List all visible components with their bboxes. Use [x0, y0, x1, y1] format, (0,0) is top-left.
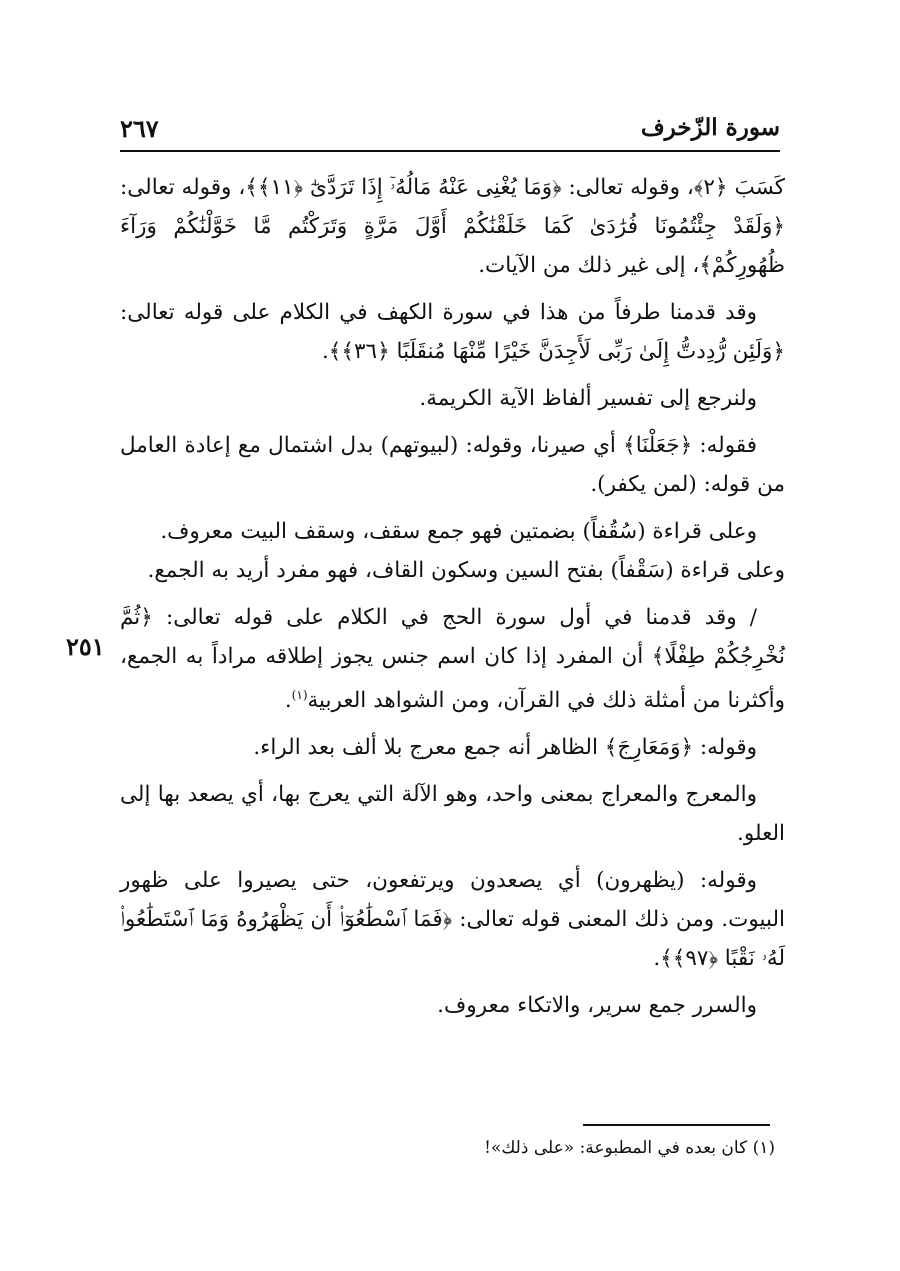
surah-title: سورة الزّخرف [640, 114, 780, 141]
page-body [120, 168, 785, 1033]
paragraph-9: والمعرج والمعراج بمعنى واحد، وهو الآلة التي يعرج بها، أي يصعد بها إلى العلو. [120, 782, 785, 847]
page-header [120, 108, 780, 148]
paragraph-11: والسرر جمع سرير، والاتكاء معروف. [437, 993, 757, 1019]
paragraph-7-end: . [284, 688, 292, 714]
paragraph-3: ولنرجع إلى تفسير ألفاظ الآية الكريمة. [419, 386, 757, 411]
footnote-marker: (١) [291, 688, 308, 702]
paragraph-7-text: / وقد قدمنا في أول سورة الحج في الكلام على قوله تعالى: ﴿ثُمَّ نُخْرِجُكُمْ طِفْلًا﴾ أن المفرد إذا كان اسم جنس يجوز إطلاقه مراداً به الجمع، وأكثرنا من أمثلة ذلك في القرآن، ومن الشواهد العربية [120, 605, 785, 714]
paragraph-4: فقوله: ﴿جَعَلْنَا﴾ أي صيرنا، وقوله: (لبيوتهم) بدل اشتمال مع إعادة العامل من قوله: (لمن يكفر). [120, 433, 785, 497]
paragraph-10: وقوله: (يظهرون) أي يصعدون ويرتفعون، حتى يصيروا على ظهور البيوت. ومن ذلك المعنى قوله تعالى: ﴿فَمَا ٱسْطَٰعُوٓا۟ أَن يَظْهَرُوهُ وَمَا ٱسْتَطَٰعُوا۟ لَهُۥ نَقْبًا ﴿٩٧﴾﴾. [120, 868, 785, 972]
paragraph-5: وعلى قراءة (سُقُفاً) بضمتين فهو جمع سقف، وسقف البيت معروف. [160, 519, 757, 544]
paragraph-6: وعلى قراءة (سَقْفاً) بفتح السين وسكون القاف، فهو مفرد أريد به الجمع. [147, 558, 785, 583]
header-divider [120, 150, 780, 152]
footnote: (١) كان بعده في المطبوعة: «على ذلك»! [484, 1138, 775, 1158]
paragraph-2: وقد قدمنا طرفاً من هذا في سورة الكهف في الكلام على قوله تعالى: ﴿وَلَئِن رُّدِدتُّ إِلَىٰ رَبِّى لَأَجِدَنَّ خَيْرًا مِّنْهَا مُنقَلَبًا ﴿٣٦﴾﴾. [120, 300, 785, 364]
paragraph-7 [120, 598, 785, 720]
paragraph-1: كَسَبَ ﴿٢﴾، وقوله تعالى: ﴿وَمَا يُغْنِى عَنْهُ مَالُهُۥٓ إِذَا تَرَدَّىٰٓ ﴿١١﴾﴾، وقوله تعالى: ﴿وَلَقَدْ جِئْتُمُونَا فُرَٰدَىٰ كَمَا خَلَقْنَٰكُمْ أَوَّلَ مَرَّةٍ وَتَرَكْتُم مَّا خَوَّلْنَٰكُمْ وَرَآءَ ظُهُورِكُمْ﴾، إلى غير ذلك من الآيات. [120, 175, 785, 278]
footnote-divider [583, 1124, 770, 1126]
page-number: ٢٦٧ [120, 114, 159, 143]
margin-page-reference: ٢٥١ [66, 632, 105, 661]
paragraph-8: وقوله: ﴿وَمَعَارِجَ﴾ الظاهر أنه جمع معرج بلا ألف بعد الراء. [253, 735, 757, 761]
